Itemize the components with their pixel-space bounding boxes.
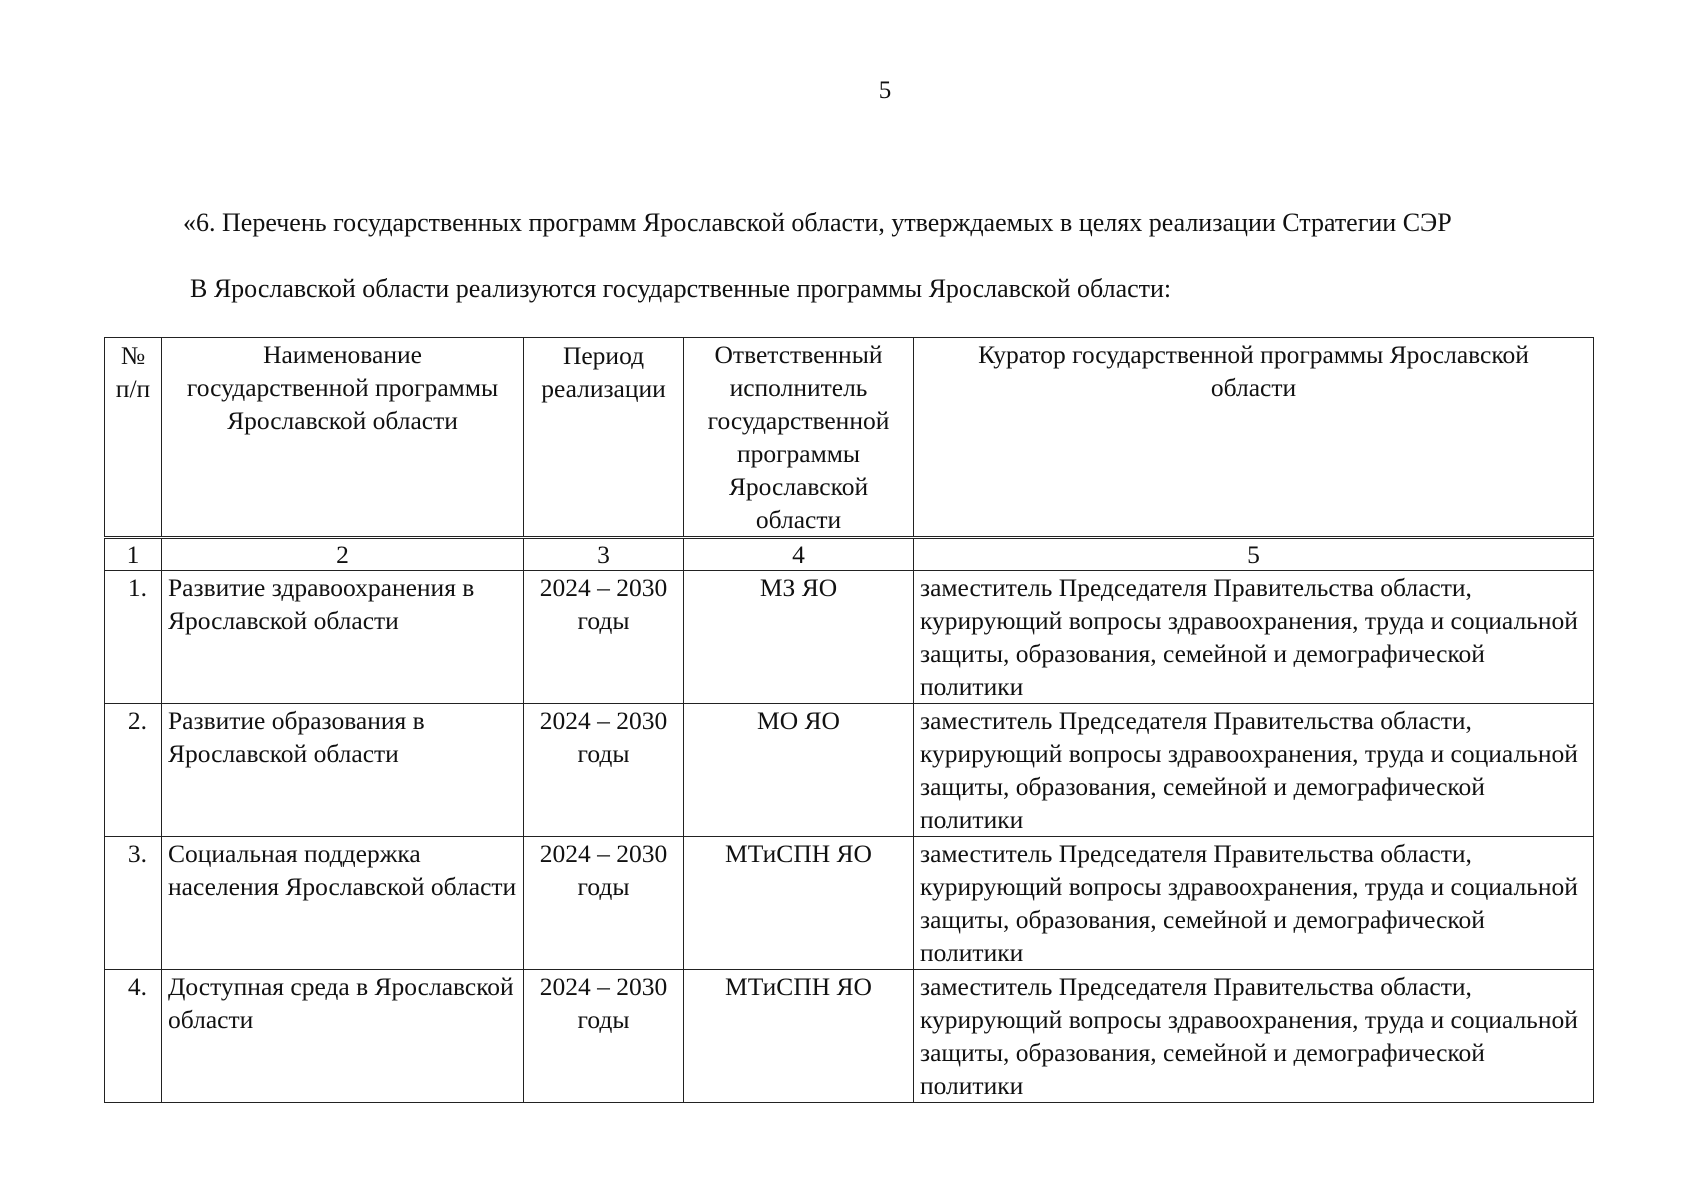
- program-executor: МО ЯО: [684, 704, 914, 837]
- table-row: [105, 571, 1594, 704]
- row-number: 3.: [105, 837, 162, 970]
- program-curator: заместитель Председателя Правительства области, курирующий вопросы здравоохранения, труда и социальной защиты, образования, семейной и демографической политики: [914, 970, 1594, 1103]
- column-number: 4: [684, 538, 914, 571]
- program-name: Развитие образования в Ярославской области: [162, 704, 524, 837]
- program-executor: МТиСПН ЯО: [684, 970, 914, 1103]
- intro-text: В Ярославской области реализуются государственные программы Ярославской области:: [190, 274, 1172, 303]
- program-period: 2024 – 2030 годы: [524, 704, 684, 837]
- header-curator: Куратор государственной программы Ярославской области: [914, 338, 1594, 538]
- table-header-row: [105, 338, 1594, 538]
- header-num: № п/п: [105, 338, 162, 538]
- program-name: Социальная поддержка населения Ярославской области: [162, 837, 524, 970]
- program-executor: МЗ ЯО: [684, 571, 914, 704]
- table-row: [105, 970, 1594, 1103]
- table-row: [105, 837, 1594, 970]
- row-number: 2.: [105, 704, 162, 837]
- table-row: [105, 704, 1594, 837]
- program-period: 2024 – 2030 годы: [524, 571, 684, 704]
- page-number: 5: [878, 77, 892, 104]
- program-curator: заместитель Председателя Правительства области, курирующий вопросы здравоохранения, труда и социальной защиты, образования, семейной и демографической политики: [914, 837, 1594, 970]
- column-number: 2: [162, 538, 524, 571]
- row-number: 1.: [105, 571, 162, 704]
- section-heading: «6. Перечень государственных программ Ярославской области, утверждаемых в целях реализации Стратегии СЭР: [183, 208, 1452, 237]
- header-name: Наименование государственной программы Ярославской области: [162, 338, 524, 538]
- header-executor: Ответственный исполнитель государственной программы Ярославской области: [684, 338, 914, 538]
- column-numbers-row: [105, 538, 1594, 571]
- header-period: Период реализации: [524, 338, 684, 538]
- program-period: 2024 – 2030 годы: [524, 970, 684, 1103]
- program-curator: заместитель Председателя Правительства области, курирующий вопросы здравоохранения, труда и социальной защиты, образования, семейной и демографической политики: [914, 571, 1594, 704]
- column-number: 3: [524, 538, 684, 571]
- column-number: 1: [105, 538, 162, 571]
- program-name: Доступная среда в Ярославской области: [162, 970, 524, 1103]
- column-number: 5: [914, 538, 1594, 571]
- program-curator: заместитель Председателя Правительства области, курирующий вопросы здравоохранения, труда и социальной защиты, образования, семейной и демографической политики: [914, 704, 1594, 837]
- row-number: 4.: [105, 970, 162, 1103]
- program-period: 2024 – 2030 годы: [524, 837, 684, 970]
- program-name: Развитие здравоохранения в Ярославской области: [162, 571, 524, 704]
- programs-table: [104, 337, 1594, 1103]
- program-executor: МТиСПН ЯО: [684, 837, 914, 970]
